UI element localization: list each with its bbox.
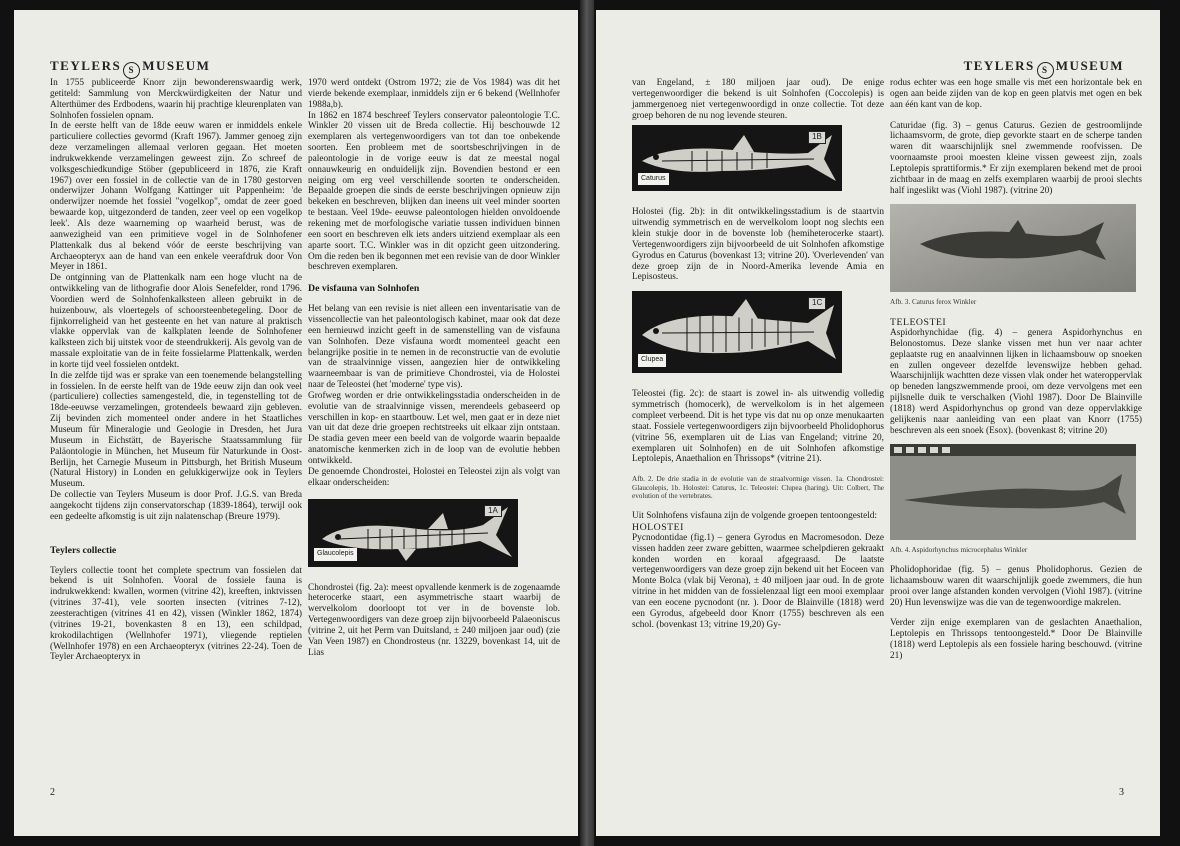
book-gutter: [580, 0, 594, 846]
paragraph: Pholidophoridae (fig. 5) – genus Pholidophorus. Gezien de lichaamsbouw waren dit waarschijnlijk goede zwemmers, die hun prooi over lange afstanden konden vervolgen (Viohl 1987). (vitrine 20) Hun levenswijze was die van de tegenwoordige makrelen.: [890, 565, 1142, 608]
figure-label: Glaucolepis: [314, 548, 357, 561]
paragraph: Chondrostei (fig. 2a): meest opvallende kenmerk is de zogenaamde heterocerke staart, een asymmetrische staart waarbij de wervelkolom doorloopt tot ver in de bovenste lob. Vertegenwoordigers van deze groep zijn bijvoorbeeld Palaeoniscus (vitrine 2, uit het Perm van Duitsland, ± 240 miljoen jaar oud) (zie Van Veen 1987) en Chondrosteus (nr. 13229, bovenkast 14, uit de Lias: [308, 582, 560, 658]
section-heading: De visfauna van Solnhofen: [308, 283, 420, 295]
paragraph: 1970 werd ontdekt (Ostrom 1972; zie de Vos 1984) was dit het vierde bekende exemplaar, inmiddels zijn er 6 bekend (Wellnhofer 1988a,b).: [308, 78, 560, 110]
figure-tag: 1B: [808, 131, 826, 144]
paragraph: Grofweg worden er drie ontwikkelingsstadia onderscheiden in de evolutie van de straalvinnige vissen, merendeels gebaseerd op verschillen in kop- en staartbouw. Let wel, men gaat er in deze niet van uit dat deze drie groepen rechtstreeks uit elkaar zijn ontstaan. De stadia geven meer een beeld van de volgorde waarin bepaalde anatomische kenmerken zich in de loop van de evolutie hebben ontwikkeld.: [308, 390, 560, 466]
logo-text-museum: MUSEUM: [142, 58, 211, 73]
page-number: 3: [1119, 787, 1124, 798]
paragraph: Teylers collectie toont het complete spectrum van fossielen dat bekend is uit Solnhofen. Vooral de fossiele fauna is indrukwekkend: kwallen, wormen (vitrine 42), kreeften, inktvissen (vitrines 37-41), vele soorten insecten (vitrines 7-12), zeesterachtigen (vitrines 41 en 42), vissen (Winkler 1862, 1874) (vitrines 19-21, bovenkasten 8 en 13), een schildpad, krokodilachtigen (Wellnhofer 1971), vliegende reptielen (Wellnhofer 1978) en een Archaeopteryx (vitrines 22-24). Toen de Teyler Archaeopteryx in: [50, 565, 302, 663]
teylers-museum-logo-left: [50, 58, 210, 79]
teylers-museum-logo-right: [964, 58, 1124, 79]
right-column-2: [890, 78, 1142, 662]
figure-label: Clupea: [638, 354, 666, 367]
figure-1c-clupea: [632, 291, 884, 373]
fossil-photo: [890, 444, 1136, 540]
figure-caption: Afb. 3. Caturus ferox Winkler: [890, 298, 977, 307]
paragraph: In de eerste helft van de 18de eeuw waren er inmiddels enkele particuliere collecties gevormd (Kraft 1967). Jammer genoeg zijn deze verzamelingen allemaal verloren gegaan. Het moeten indrukwekkende verzamelingen geweest zijn. Zo schreef de volksgeschiedkundige Stöber (gepubliceerd in 1876, zie Kraft 1967) over een fossiel in de collectie van de in 1780 gestorven onderwijzer Johann Wolfgang Kattinger uit Pappenheim: 'de onderwijzer noemde het fossiel "vogelkop", omdat de zeer goed bewaarde kop, uitgezonderd de tanden, zeer veel op een vogelkop leek'. Als deze waarneming op waarheid berust, was de aanwezigheid van een primitieve vogel in de Solnhofener Plattenkalk dus al bekend vóór de eerste beschrijving van Archaeopteryx aan de hand van een enkele veerafdruk door Von Meyer in 1861.: [50, 121, 302, 273]
figure-3-caturus-photo: [890, 204, 1142, 292]
seal-icon: S: [123, 62, 140, 79]
paragraph: rodus echter was een hoge smalle vis met een horizontale bek en ogen aan beide zijden van de kop en geen platvis met ogen en bek aan één kant van de kop.: [890, 78, 1142, 110]
paragraph: Het belang van een revisie is niet alleen een inventarisatie van de vissencollectie van het paleontologisch kabinet, maar ook dat deze een hernieuwd inzicht geeft in de samenstelling van de visfauna van Solnhofen. Deze visfauna wordt momenteel geacht een belangrijke positie in te nemen in de reconstructie van de evolutie van de straalvinnige vissen, aangezien hier de ontwikkeling waarneembaar is van de primitieve Chondrostei, via de Holostei naar de Teleostei (het 'moderne' type vis).: [308, 304, 560, 391]
paragraph: Holostei (fig. 2b): in dit ontwikkelingsstadium is de staartvin uitwendig symmetrisch en de wervelkolom loopt nog slechts een klein stukje door in de bovenste lob (hemiheterocerke staart). Vertegenwoordigers zijn bijvoorbeeld de uit Solnhofen afkomstige Gyrodus en Caturus (bovenkast 13; vitrine 20). 'Overlevenden' van deze groep zijn de in Noord-Amerika levende Amia en Lepisosteus.: [632, 207, 884, 283]
left-column-1: [50, 78, 302, 663]
paragraph: In die zelfde tijd was er sprake van een toenemende belangstelling in fossielen. In de eerste helft van de 19de eeuw zijn dan ook veel (particuliere) collecties samengesteld, die, in tegenstelling tot de 18de-eeuwse verzamelingen, grotendeels bewaard zijn gebleven. Zij bevinden zich momenteel onder andere in het Staatliches Museum für Mineralogie und Geologie in Dresden, het Jura Museum in Eichstätt, de Bayerische Staatssammlung für Paläontologie in München, het Museum für Naturkunde in Oost-Berlijn, het Carnegie Museum in Pittsburgh, het British Museum (Natural History) in Londen en gelukkigerwijze ook in Teylers Museum.: [50, 370, 302, 490]
figure-1a-glaucolepis: [308, 499, 560, 567]
paragraph: Caturidae (fig. 3) – genus Caturus. Gezien de gestroomlijnde lichaamsvorm, de grote, diep gevorkte staart en de scherpe tanden waren dit waarschijnlijk snel zwemmende roofvissen. De voornaamste prooi moesten kleine vissen geweest zijn, zoals Leptolepis sprattiformis.* Er zijn exemplaren bekend met de prooi zichtbaar in de maag en zelfs exemplaren waarbij de prooi slechts half ingeslikt was (Viohl 1987). (vitrine 20): [890, 120, 1142, 196]
paragraph: Uit Solnhofens visfauna zijn de volgende groepen tentoongesteld:: [632, 510, 878, 521]
logo-text-teylers: TEYLERS: [963, 58, 1035, 73]
figure-caption: Afb. 2. De drie stadia in de evolutie van de straalvormige vissen. 1a. Chondrostei: Glaucolepis, 1b. Holostei: Caturus, 1c. Teleostei: Clupea (haring). Uit: Colbert, The evolution of the vertebrates.: [632, 475, 884, 501]
figure-label: Caturus: [638, 173, 669, 186]
paragraph: Teleostei (fig. 2c): de staart is zowel in- als uitwendig volledig symmetrisch (homocerk), de wervelkolom is in het algemeen compleet verbeend. Dit is het type vis dat nu op onze menukaarten staat. Fossiele vertegenwoordigers zijn bijvoorbeeld Pholidophorus (vitrine 56, exemplaren uit de Lias van Engeland; vitrine 20, exemplaren uit Solnhofen) en de uit Solnhofen afkomstige Leptolepis, Anaethalion en Thrissops* (vitrine 21).: [632, 389, 884, 465]
section-heading: TELEOSTEI: [890, 317, 947, 329]
paragraph: Verder zijn enige exemplaren van de geslachten Anaethalion, Leptolepis en Thrissops tentoongesteld.* Door De Blainville (1818) werd Leptolepis als een fossiele haring beschouwd. (vitrine 21): [890, 618, 1142, 661]
logo-text-museum: MUSEUM: [1055, 58, 1124, 73]
paragraph: Pycnodontidae (fig.1) – genera Gyrodus en Macromesodon. Deze vissen hadden zeer zware gebitten, waarmee schelpdieren gekraakt konden worden en koraal afgegraasd. De laatste vertegenwoordigers van deze groep zijn bekend uit het Eoceen van Monte Bolca (vlak bij Verona), ± 40 miljoen jaar oud. In de grote vitrine in het midden van de fossielenzaal ligt een mooi exemplaar van een eocene pycnodont (nr. ). Door de Blainville (1818) werd een Gyrodus, afgebeeld door Knorr (1755) beschreven als een schol. (bovenkast 13; vitrine 19,20) Gy-: [632, 532, 884, 630]
right-column-1: [632, 78, 884, 630]
logo-text-teylers: TEYLERS: [50, 58, 122, 73]
paragraph: van Engeland, ± 180 miljoen jaar oud). De enige vertegenwoordiger die bekend is uit Solnhofen (Coccolepis) is jammergenoeg niet vertegenwoordigd in onze collectie. Tot deze groep behoren de nu nog levende steuren.: [632, 78, 884, 121]
section-heading: HOLOSTEI: [632, 521, 684, 533]
left-column-2: [308, 78, 560, 658]
figure-4-aspidorhynchus-photo: [890, 444, 1142, 540]
figure-1b-caturus: [632, 125, 884, 191]
paragraph: De genoemde Chondrostei, Holostei en Teleostei zijn als volgt van elkaar onderscheiden:: [308, 466, 560, 488]
fossil-photo: [890, 204, 1136, 292]
figure-caption: Afb. 4. Aspidorhynchus microcephalus Winkler: [890, 546, 1028, 555]
page-left: [14, 10, 578, 836]
paragraph: Aspidorhynchidae (fig. 4) – genera Aspidorhynchus en Belonostomus. Deze slanke vissen met hun ver naar achter geplaatste rug en anaalvinnen lijken in lichaamsbouw op snoeken en zullen ongeveer dezelfde levenswijze hebben gehad. Waarschijnlijk wachtten deze vissen vlak onder het wateroppervlak op beneden langszwemmende prooi, om deze vervolgens met een pijlsnelle duik te verschalken (Viohl 1987). Door De Blainville (1818) werd Aspidorhynchus op grond van deze oppervlakkige gelijkenis naar aanleiding van een plaat van Knorr (1755) beschreven als een snoek (Esox). (bovenkast 8; vitrine 20): [890, 328, 1142, 436]
seal-icon: S: [1037, 62, 1054, 79]
paragraph: In 1755 publiceerde Knorr zijn bewonderenswaardig werk, getiteld: Sammlung von Merckwürdigkeiten der Natur und Alterthümer des Erdbodens, waarin hij prachtige kleurenplaten van Solnhofen fossielen opnam.: [50, 78, 302, 121]
page-right: [596, 10, 1160, 836]
page-number: 2: [50, 787, 55, 798]
figure-tag: 1A: [484, 505, 502, 518]
section-heading: Teylers collectie: [50, 544, 117, 556]
paragraph: In 1862 en 1874 beschreef Teylers conservator paleontologie T.C. Winkler 20 vissen uit de Breda collectie. Hij beschouwde 12 exemplaren als vertegenwoordigers van tot dan toe onbekende soorten. Een probleem met de soortsbeschrijvingen in de paleontologie in de vorige eeuw is dat ze meestal nogal onnauwkeurig en onduidelijk zijn. Bovendien bestond er een neiging om erg veel verschillende soorten te onderscheiden. Bepaalde groepen die sinds de eerste beschrijvingen opnieuw zijn bekeken en beschreven, blijken dan ineens uit veel minder soorten te bestaan. Veel 19de- eeuwse paleontologen hielden onvoldoende rekening met de morfologische variatie tussen individuen binnen een soort en beschreven elk iets anders uitziend exemplaar als een aparte soort. T.C. Winkler was in dit opzicht geen uitzondering. Om die reden ben ik begonnen met een revisie van de door Winkler beschreven exemplaren.: [308, 110, 560, 273]
figure-tag: 1C: [808, 297, 826, 310]
paragraph: De collectie van Teylers Museum is door Prof. J.G.S. van Breda aangekocht tijdens zijn conservatorschap (1839-1864), terwijl ook een gedeelte afkomstig is uit zijn nalatenschap (Breure 1979).: [50, 490, 302, 522]
paragraph: De ontginning van de Plattenkalk nam een hoge vlucht na de ontwikkeling van de lithografie door Alois Senefelder, rond 1796. Voordien werd de Solnhofenkalksteen alleen gebruikt in de huizenbouw, als vloertegels of schoorsteenbetegeling. Door de fijnkorreligheid van het gesteente en het van nature al praktisch vlakke oppervlak van de kalkplaten leende de Solnhofener kalksteen zich bij uitstek voor de steendrukkerij. Als gevolg van de massale exploitatie van de in feite fossielarme Plattenkalk, werden in korte tijd veel fossielen ontdekt.: [50, 273, 302, 370]
